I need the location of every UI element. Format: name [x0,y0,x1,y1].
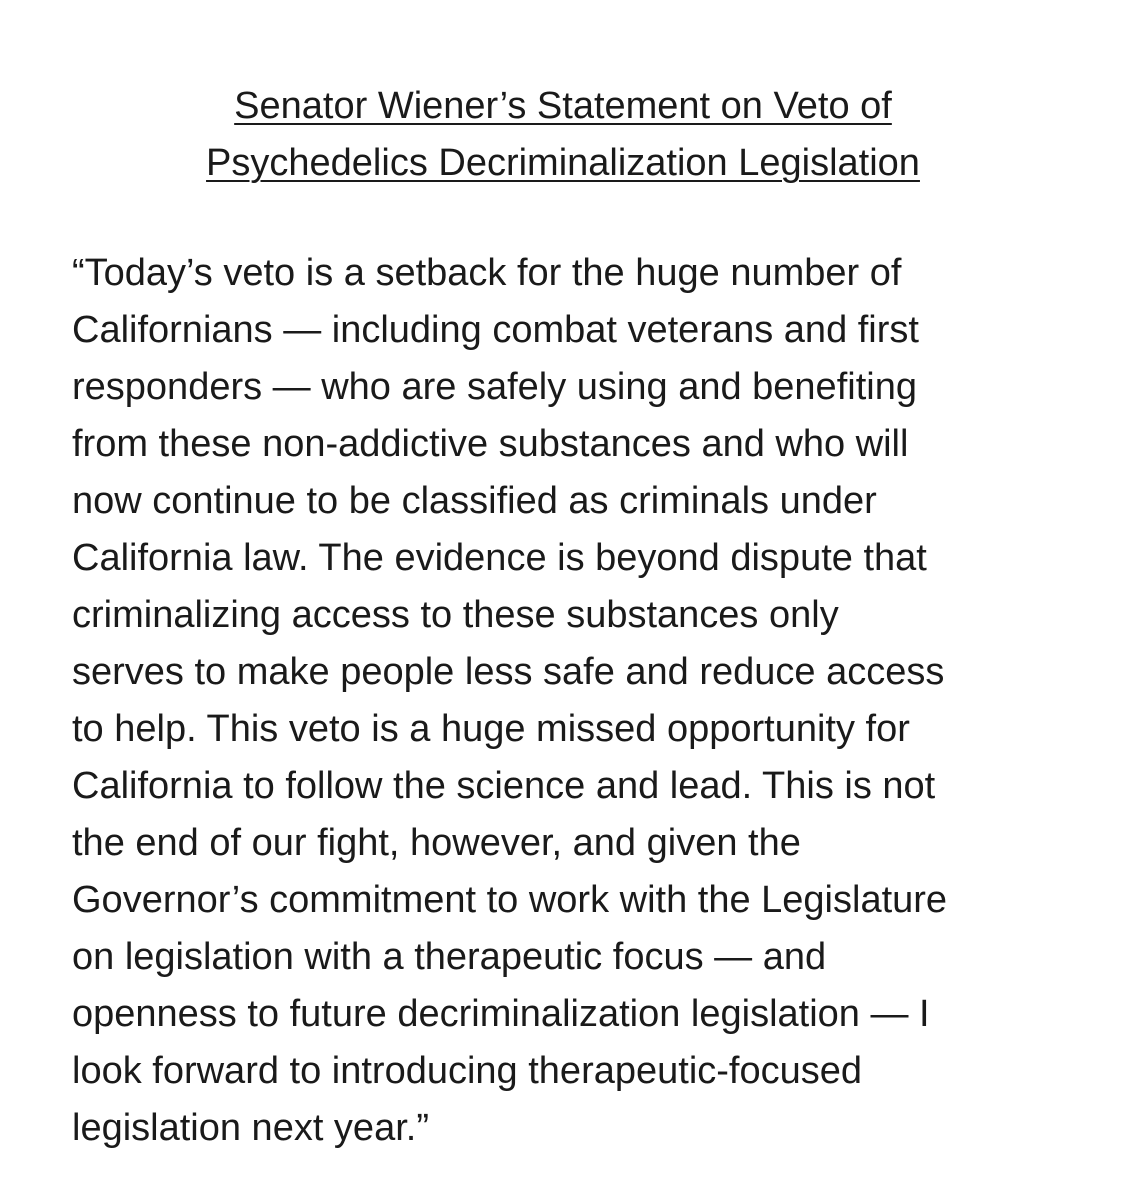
body-line: “Today’s veto is a setback for the huge number of [72,252,902,294]
body-line: on legislation with a therapeutic focus — and [72,936,827,978]
body-line: Governor’s commitment to work with the Legislature [72,879,948,921]
body-line: from these non-addictive substances and who will [72,423,909,465]
body-line: openness to future decriminalization legislation — I [72,993,930,1035]
statement-body [72,245,1072,1157]
body-line: serves to make people less safe and reduce access [72,651,945,693]
body-line: to help. This veto is a huge missed opportunity for [72,708,910,750]
body-line: California to follow the science and lead. This is not [72,765,936,807]
title-line-1: Senator Wiener’s Statement on Veto of [234,85,892,127]
body-line: responders — who are safely using and benefiting [72,366,917,408]
body-line: now continue to be classified as criminals under [72,480,877,522]
body-line: legislation next year.” [72,1107,429,1149]
body-line: look forward to introducing therapeutic-focused [72,1050,863,1092]
body-line: Californians — including combat veterans and first [72,309,919,351]
body-line: the end of our fight, however, and given the [72,822,801,864]
title-line-2: Psychedelics Decriminalization Legislation [206,142,920,184]
statement-title [0,78,1126,192]
body-line: California law. The evidence is beyond dispute that [72,537,927,579]
body-line: criminalizing access to these substances only [72,594,839,636]
